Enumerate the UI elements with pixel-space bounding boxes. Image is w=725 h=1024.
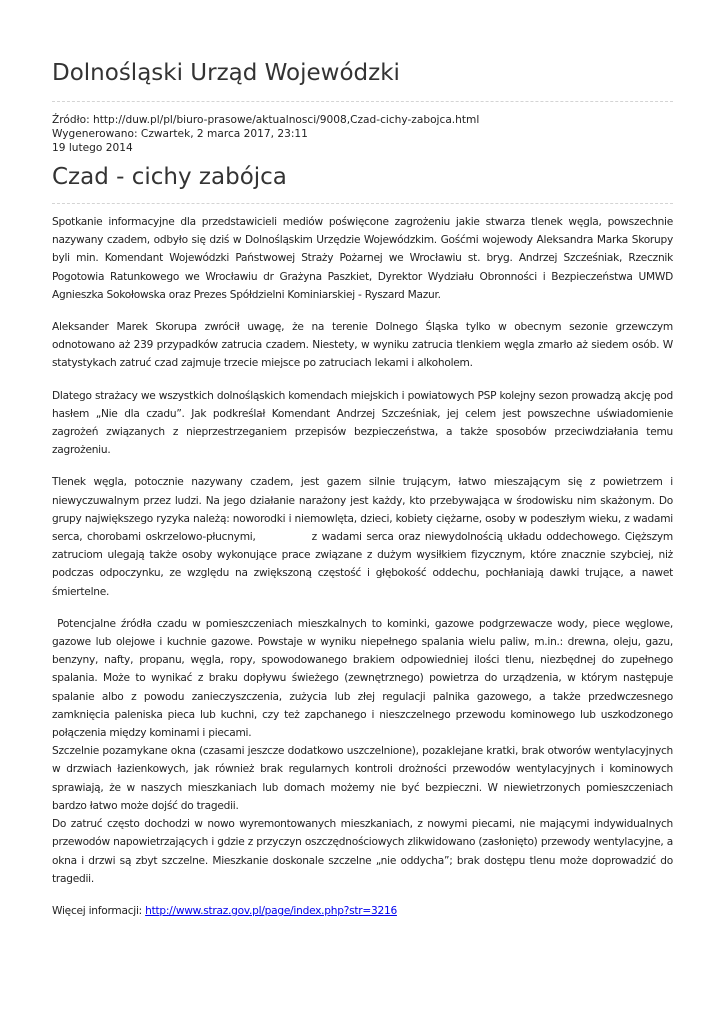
- paragraph: Dlatego strażacy we wszystkich dolnośląskich komendach miejskich i powiatowych PSP kolejny sezon prowadzą akcję pod hasłem „Nie dla czadu”. Jak podkreślał Komendant Andrzej Szcześniak, jej celem jest powszechne uświadomienie zagrożeń związanych z nieprzestrzeganiem przepisów bezpieczeństwa, a także sposobów przeciwdziałania temu zagrożeniu.: [52, 389, 673, 457]
- paragraph: Aleksander Marek Skorupa zwrócił uwagę, że na terenie Dolnego Śląska tylko w obecnym sezonie grzewczym odnotowano aż 239 przypadków zatrucia czadem. Niestety, w wyniku zatrucia tlenkiem węgla zmarło aż siedem osób. W statystykach zatruć czad zajmuje trzecie miejsce po zatruciach lekami i alkoholem.: [52, 321, 673, 370]
- paragraph-part: Tlenek węgla, potocznie nazywany czadem, jest gazem silnie trującym, łatwo mieszającym się z powietrzem i niewyczuwalnym przez ludzi. Na jego działanie narażony jest każdy, kto przebywająca w środowisku nim skażonym. Do grupy największego ryzyka należą: noworodki i niemowlęta, dzieci, kobiety ciężarne, osoby w podeszłym wieku, z wadami serca, chorobami oskrzelowo-płucnymi,: [52, 476, 673, 544]
- more-info-label: Więcej informacji:: [52, 904, 146, 917]
- paragraph-part: z wadami serca oraz niewydolnością układu oddechowego. Cięższym zatruciom ulegają także osoby wykonujące prace związane z dużym wysiłkiem fizycznym, które znacznie szybciej, niż podczas odpoczynku, ze względu na zwiększoną częstość i głębokość oddechu, pochłaniają dawki trujące, a nawet śmiertelne.: [52, 531, 674, 598]
- source-line: Źródło: http://duw.pl/pl/biuro-prasowe/aktualnosci/9008,Czad-cichy-zabojca.html: [52, 114, 480, 126]
- paragraph: [52, 473, 673, 600]
- generated-line: Wygenerowano: Czwartek, 2 marca 2017, 23:11: [52, 128, 308, 140]
- article-title: Czad - cichy zabójca: [52, 164, 287, 190]
- paragraph: Potencjalne źródła czadu w pomieszczeniach mieszkalnych to kominki, gazowe podgrzewacze wody, piece węglowe, gazowe lub olejowe i kuchnie gazowe. Powstaje w wyniku niepełnego spalania wielu paliw, m.in.: drewna, oleju, gazu, benzyny, nafty, propanu, węgla, ropy, spowodowanego brakiem odpowiedniej ilości tlenu, niezbędnej do zupełnego spalania. Może to wynikać z braku dopływu świeżego (zewnętrznego) powietrza do urządzenia, w którym następuje spalanie albo z powodu zanieczyszczenia, zużycia lub złej regulacji palnika gazowego, a także przedwczesnego zamknięcia paleniska pieca lub kuchni, czy też zapchanego i nieszczelnego przewodu kominowego lub uszkodzonego połączenia między kominami i piecami.: [52, 617, 677, 740]
- header-divider: [52, 101, 673, 102]
- paragraph: Do zatruć często dochodzi w nowo wyremontowanych mieszkaniach, z nowymi piecami, nie mającymi indywidualnych przewodów napowietrzających i gdzie z przyczyn oszczędnościowych zlikwidowano (zasłonięto) przewody wentylacyjne, a okna i drzwi są zbyt szczelne. Mieszkanie doskonale szczelne „nie oddycha”; brak dostępu tlenu może doprowadzić do tragedii.: [52, 818, 673, 885]
- document-meta: [52, 113, 479, 155]
- paragraph: Szczelnie pozamykane okna (czasami jeszcze dodatkowo uszczelnione), pozaklejane kratki, brak otworów wentylacyjnych w drzwiach łazienkowych, jak również brak regularnych kontroli drożności przewodów wentylacyjnych i kominowych sprawiają, że w naszych mieszkaniach lub domach możemy nie być bezpieczni. W niewietrzonych pomieszczeniach bardzo łatwo może dojść do tragedii.: [52, 745, 673, 812]
- publish-date: 19 lutego 2014: [52, 142, 133, 154]
- more-info-link[interactable]: http://www.straz.gov.pl/page/index.php?str=3216: [145, 904, 397, 917]
- site-title: Dolnośląski Urząd Wojewódzki: [52, 60, 400, 86]
- title-divider: [52, 203, 673, 204]
- article-body: [52, 213, 677, 934]
- more-info-line: [52, 902, 673, 920]
- paragraph: Spotkanie informacyjne dla przedstawicieli mediów poświęcone zagrożeniu jakie stwarza tlenek węgla, powszechnie nazywany czadem, odbyło się dziś w Dolnośląskim Urzędzie Wojewódzkim. Gośćmi wojewody Aleksandra Marka Skorupy byli min. Komendant Wojewódzki Państwowej Straży Pożarnej we Wrocławiu st. bryg. Andrzej Szcześniak, Rzecznik Pogotowia Ratunkowego we Wrocławiu dr Grażyna Paszkiet, Dyrektor Wydziału Obronności i Bezpieczeństwa UMWD Agnieszka Sokołowska oraz Prezes Spółdzielni Kominiarskiej - Ryszard Mazur.: [52, 216, 673, 301]
